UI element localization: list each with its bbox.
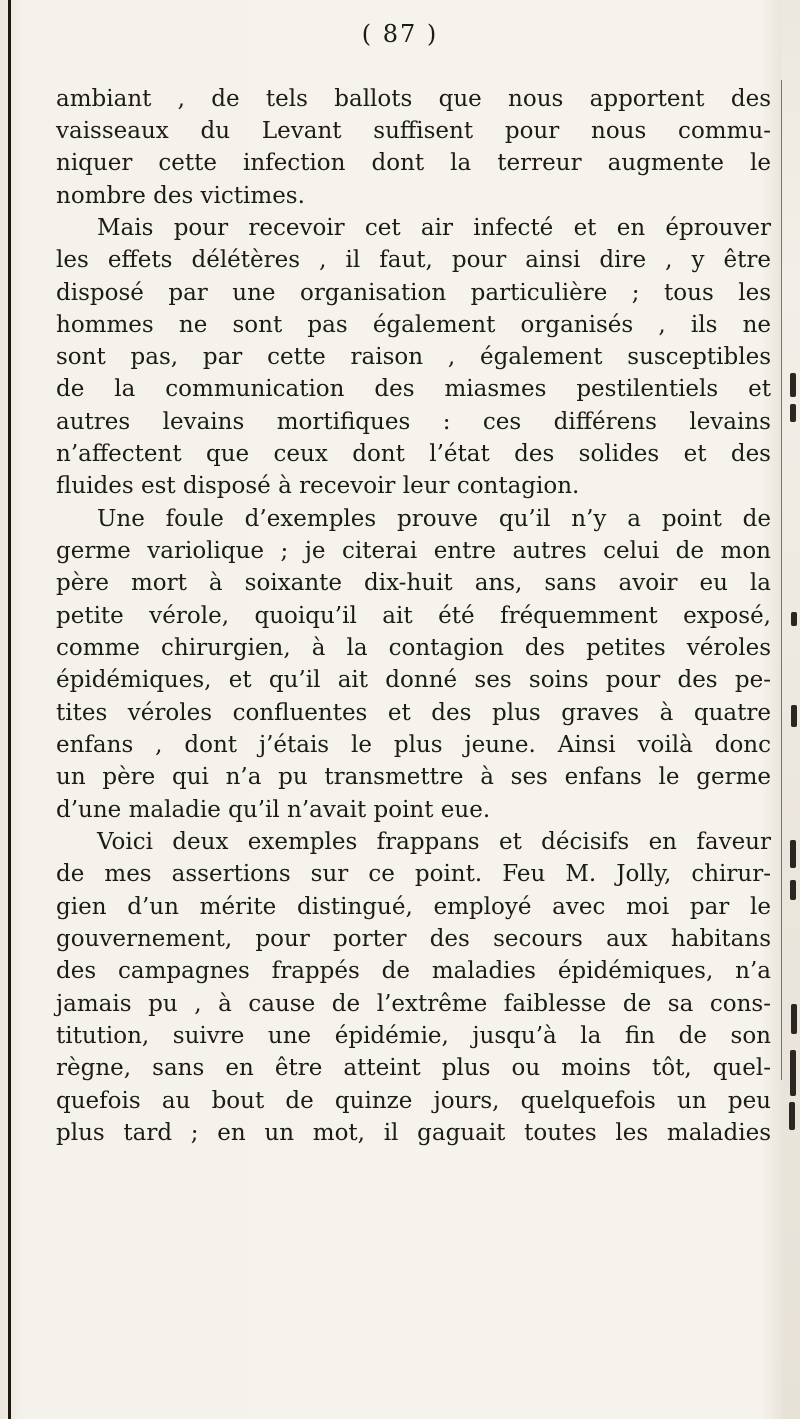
bleed-mark — [790, 404, 796, 422]
text-line: plus tard ; en un mot, il gaguait toutes les maladies — [56, 1120, 771, 1146]
text-line: autres levains mortifiques : ces différens levains — [56, 409, 771, 435]
text-line: disposé par une organisation particulière ; tous les — [56, 280, 771, 306]
text-line: gien d’un mérite distingué, employé avec moi par le — [56, 894, 771, 920]
text-line: ambiant , de tels ballots que nous apportent des — [56, 86, 771, 112]
right-margin-bleed — [782, 0, 800, 1419]
page-left-edge-rule — [8, 0, 11, 1419]
text-line: de mes assertions sur ce point. Feu M. Jolly, chirur- — [56, 861, 771, 887]
bleed-mark — [790, 373, 796, 397]
text-line: épidémiques, et qu’il ait donné ses soins pour des pe- — [56, 667, 771, 693]
text-line: un père qui n’a pu transmettre à ses enfans le germe — [56, 764, 771, 790]
text-line: germe variolique ; je citerai entre autres celui de mon — [56, 538, 771, 564]
text-line: père mort à soixante dix-huit ans, sans avoir eu la — [56, 570, 771, 596]
text-line: les effets délétères , il faut, pour ainsi dire , y être — [56, 247, 771, 273]
text-line: règne, sans en être atteint plus ou moins tôt, quel- — [56, 1055, 771, 1081]
bleed-mark — [791, 612, 797, 626]
text-line: des campagnes frappés de maladies épidémiques, n’a — [56, 958, 771, 984]
bleed-mark — [790, 840, 796, 868]
text-line: titution, suivre une épidémie, jusqu’à la fin de son — [56, 1023, 771, 1049]
bleed-mark — [790, 880, 796, 900]
bleed-mark — [791, 1004, 797, 1034]
bleed-mark — [790, 1050, 796, 1096]
text-line: comme chirurgien, à la contagion des petites véroles — [56, 635, 771, 661]
text-line: nombre des victimes. — [56, 183, 305, 209]
text-line: tites véroles confluentes et des plus graves à quatre — [56, 700, 771, 726]
text-line: niquer cette infection dont la terreur augmente le — [56, 150, 771, 176]
text-line: enfans , dont j’étais le plus jeune. Ainsi voilà donc — [56, 732, 771, 758]
text-line: jamais pu , à cause de l’extrême faiblesse de sa cons- — [56, 991, 771, 1017]
text-line: sont pas, par cette raison , également susceptibles — [56, 344, 771, 370]
text-line: n’affectent que ceux dont l’état des solides et des — [56, 441, 771, 467]
text-line: fluides est disposé à recevoir leur contagion. — [56, 473, 580, 499]
page-number: ( 87 ) — [361, 20, 439, 48]
text-line: petite vérole, quoiqu’il ait été fréquemment exposé, — [56, 603, 771, 629]
text-line: hommes ne sont pas également organisés , ils ne — [56, 312, 771, 338]
bleed-mark — [789, 1102, 795, 1130]
bleed-mark — [791, 705, 797, 727]
text-line: de la communication des miasmes pestilentiels et — [56, 376, 771, 402]
text-line: quefois au bout de quinze jours, quelquefois un peu — [56, 1088, 771, 1114]
text-line: gouvernement, pour porter des secours aux habitans — [56, 926, 771, 952]
text-line: Voici deux exemples frappans et décisifs en faveur — [97, 829, 771, 855]
text-line: d’une maladie qu’il n’avait point eue. — [56, 797, 491, 823]
text-line: Une foule d’exemples prouve qu’il n’y a point de — [97, 506, 771, 532]
text-line: vaisseaux du Levant suffisent pour nous commu- — [56, 118, 771, 144]
text-line: Mais pour recevoir cet air infecté et en éprouver — [97, 215, 771, 241]
